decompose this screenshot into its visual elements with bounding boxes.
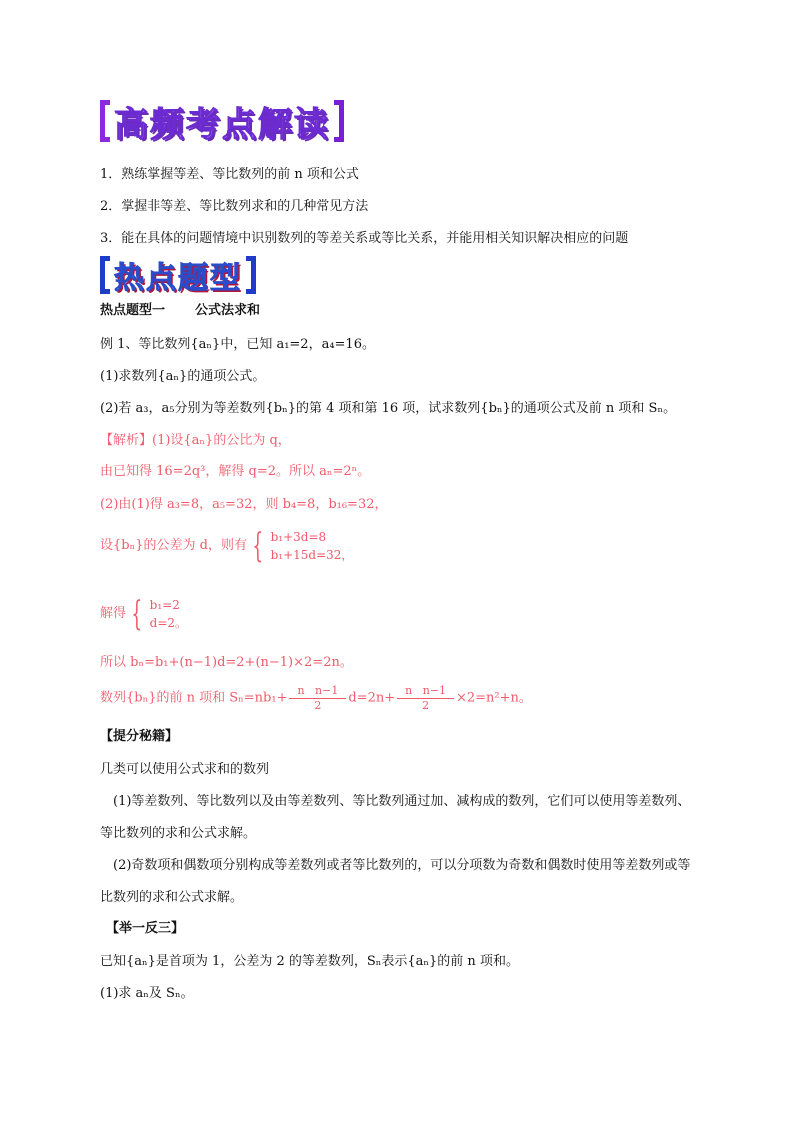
- tips-intro: 几类可以使用公式求和的数列: [100, 762, 270, 777]
- practice-question: 已知{aₙ}是首项为 1，公差为 2 的等差数列，Sₙ表示{aₙ}的前 n 项和。: [100, 954, 519, 969]
- example-question-2: (2)若 a₃，a₅分别为等差数列{bₙ}的第 4 项和第 16 项，试求数列{bₙ}的通项公式及前 n 项和 Sₙ。: [100, 401, 677, 416]
- banner-hot-types: [100, 256, 256, 294]
- equation-system: [271, 528, 354, 564]
- point-1: 1．熟练掌握等差、等比数列的前 n 项和公式: [100, 167, 359, 182]
- fraction-2: [397, 684, 454, 713]
- banner-right-bracket: [246, 256, 256, 294]
- tips-p2-line-2: 比数列的求和公式求解。: [100, 890, 244, 905]
- practice-heading: 【举一反三】: [106, 921, 185, 936]
- solution-line-4: [100, 528, 353, 564]
- point-2: 2．掌握非等差、等比数列求和的几种常见方法: [100, 199, 369, 214]
- left-brace-icon: {: [131, 594, 143, 634]
- solution-eq-2: d=2。: [149, 616, 188, 630]
- solution-line-3: (2)由(1)得 a₃=8，a₅=32，则 b₄=8，b₁₆=32，: [100, 497, 388, 512]
- example-intro: 例 1、等比数列{aₙ}中，已知 a₁=2，a₄=16。: [100, 337, 375, 352]
- solution-line-5: [100, 596, 187, 632]
- practice-question-1: (1)求 aₙ及 Sₙ。: [100, 986, 194, 1001]
- tips-heading: 【提分秘籍】: [100, 729, 179, 744]
- solution-line-5-prefix: 解得: [100, 606, 127, 621]
- solution-line-2: 由已知得 16=2q³，解得 q=2。所以 aₙ=2ⁿ。: [100, 464, 371, 479]
- hot-type-heading: [100, 302, 260, 320]
- solution-line-6: 所以 bₙ=b₁+(n−1)d=2+(n−1)×2=2n。: [100, 655, 353, 670]
- tips-p1-line-1: (1)等差数列、等比数列以及由等差数列、等比数列通过加、减构成的数列，它们可以使用等差数列、: [113, 794, 691, 809]
- point-3: 3．能在具体的问题情境中识别数列的等差关系或等比关系，并能用相关知识解决相应的问题: [100, 231, 629, 246]
- equation-2: b₁+15d=32，: [270, 548, 354, 562]
- sum-formula-part-c: ×2=n²+n。: [456, 690, 532, 706]
- banner-right-bracket: [334, 100, 344, 142]
- solution-eq-1: b₁=2: [149, 598, 180, 612]
- hot-type-title: 公式法求和: [195, 303, 261, 318]
- solution-line-4-prefix: 设{bₙ}的公差为 d，则有: [100, 538, 247, 553]
- sum-formula-part-a: 数列{bₙ}的前 n 项和 Sₙ=nb₁+: [100, 690, 288, 706]
- fraction-2-denominator: 2: [422, 699, 430, 712]
- banner-title-high-frequency: 高频考点解读: [114, 104, 330, 145]
- left-brace-icon: {: [252, 526, 264, 566]
- solution-system: [150, 596, 187, 632]
- tips-p2-line-1: (2)奇数项和偶数项分别构成等差数列或者等比数列的，可以分项数为奇数和偶数时使用等差数列或等: [113, 858, 691, 873]
- banner-left-bracket: [100, 100, 110, 142]
- sum-formula-part-b: d=2n+: [348, 690, 396, 706]
- hot-type-label: 热点题型一: [100, 303, 166, 318]
- equation-1: b₁+3d=8: [270, 530, 327, 544]
- example-question-1: (1)求数列{aₙ}的通项公式。: [100, 369, 266, 384]
- fraction-1: [289, 684, 346, 713]
- fraction-1-denominator: 2: [314, 699, 322, 712]
- banner-left-bracket: [100, 256, 110, 294]
- solution-line-7: [100, 684, 532, 713]
- fraction-2-numerator: n n−1: [397, 684, 454, 699]
- banner-high-frequency: [100, 100, 344, 145]
- banner-title-hot-types: 热点题型: [114, 261, 242, 296]
- fraction-1-numerator: n n−1: [289, 684, 346, 699]
- solution-line-1: 【解析】(1)设{aₙ}的公比为 q，: [100, 433, 291, 448]
- tips-p1-line-2: 等比数列的求和公式求解。: [100, 826, 257, 841]
